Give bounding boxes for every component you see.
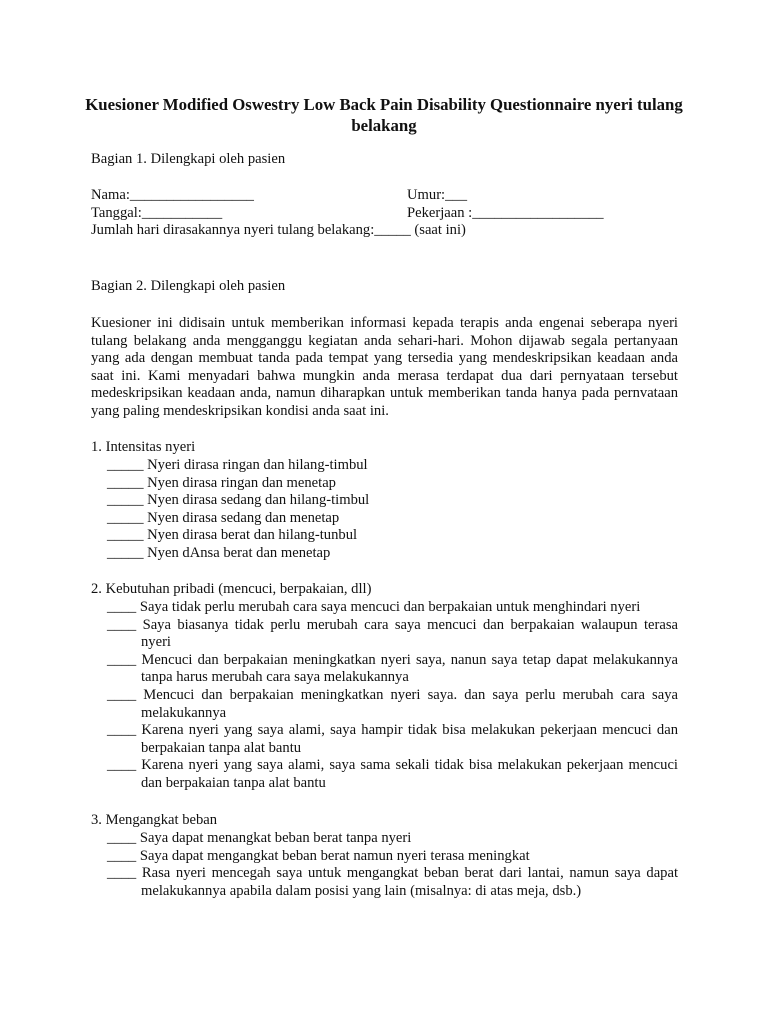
question-2-option[interactable]: ____ Saya biasanya tidak perlu merubah cara saya mencuci dan berpakaian walaupun terasa nyeri — [107, 616, 678, 651]
question-1-option[interactable]: _____ Nyeri dirasa ringan dan hilang-timbul — [107, 457, 368, 473]
question-2-option[interactable]: ____ Karena nyeri yang saya alami, saya hampir tidak bisa melakukan pekerjaan mencuci dan berpakaian tanpa alat bantu — [107, 722, 678, 756]
intro-paragraph: Kuesioner ini didisain untuk memberikan informasi kepada terapis anda engenai seberapa nyeri tulang belakang anda mengganggu kegiatan anda sehari-hari. Mohon dijawab segala pertanyaan yang ada dengan membuat tanda pada tempat yang tersedia yang mendeskripsikan keadaan anda saat ini. Kami menyadari bahwa mungkin anda merasa terdapat dua dari pernyataan tersebut medeskripsikan keadaan anda, namun diharapkan untuk memberikan tanda hanya pada pernvataan yang paling mendeskripsikan kondisi anda saat ini. — [91, 315, 678, 419]
question-1-option[interactable]: _____ Nyen dirasa sedang dan hilang-timbul — [107, 492, 370, 509]
question-2-title: 2. Kebutuhan pribadi (mencuci, berpakaian, dll) — [91, 581, 372, 597]
pain-days-field[interactable]: Jumlah hari dirasakannya nyeri tulang belakang:_____ (saat ini) — [91, 222, 466, 239]
identity-row-3 — [91, 222, 691, 240]
question-3-title: 3. Mengangkat beban — [91, 812, 218, 828]
question-3-option[interactable]: ____ Saya dapat menangkat beban berat tanpa nyeri — [107, 830, 412, 846]
question-1-title: 1. Intensitas nyeri — [91, 439, 196, 455]
section-2-label: Bagian 2. Dilengkapi oleh pasien — [91, 278, 286, 294]
question-3-options — [107, 830, 678, 900]
section-1-label: Bagian 1. Dilengkapi oleh pasien — [91, 151, 286, 167]
question-1-option[interactable]: _____ Nyen dirasa sedang dan menetap — [107, 509, 340, 526]
patient-identity-block — [91, 187, 691, 240]
question-1-option[interactable]: _____ Nyen dirasa ringan dan menetap — [107, 474, 336, 491]
question-3-option[interactable]: ____ Rasa nyeri mencegah saya untuk mengangkat beban berat dari lantai, namun saya dapat melakukannya apabila dalam posisi yang lain (misalnya: di atas meja, dsb.) — [107, 865, 678, 899]
document-title: Kuesioner Modified Oswestry Low Back Pain Disability Questionnaire nyeri tulang belakang — [85, 95, 683, 135]
question-2-option[interactable]: ____ Karena nyeri yang saya alami, saya sama sekali tidak bisa melakukan pekerjaan mencuci dan berpakaian tanpa alat bantu — [107, 757, 678, 791]
date-field[interactable]: Tanggal:___________ — [91, 204, 223, 221]
name-field[interactable]: Nama:_________________ — [91, 187, 254, 203]
age-field[interactable]: Umur:___ — [407, 187, 467, 203]
question-2-option[interactable]: ____ Saya tidak perlu merubah cara saya mencuci dan berpakaian untuk menghindari nyeri — [107, 599, 641, 615]
identity-row-2 — [91, 205, 691, 223]
question-3-option[interactable]: ____ Saya dapat mengangkat beban berat namun nyeri terasa meningkat — [107, 847, 530, 864]
question-2-option[interactable]: ____ Mencuci dan berpakaian meningkatkan nyeri saya, nanun saya tetap dapat melakukannya tanpa harus merubah cara saya melakukannya — [107, 651, 678, 686]
question-1-options — [107, 457, 678, 563]
question-1-option[interactable]: _____ Nyen dirasa berat dan hilang-tunbul — [107, 527, 358, 544]
question-2-option[interactable]: ____ Mencuci dan berpakaian meningkatkan nyeri saya. dan saya perlu merubah cara saya melakukannya — [107, 686, 678, 721]
question-1-option[interactable]: _____ Nyen dAnsa berat dan menetap — [107, 544, 331, 561]
identity-row-1 — [91, 187, 691, 205]
question-2-options — [107, 599, 678, 793]
occupation-field[interactable]: Pekerjaan :__________________ — [407, 204, 604, 221]
